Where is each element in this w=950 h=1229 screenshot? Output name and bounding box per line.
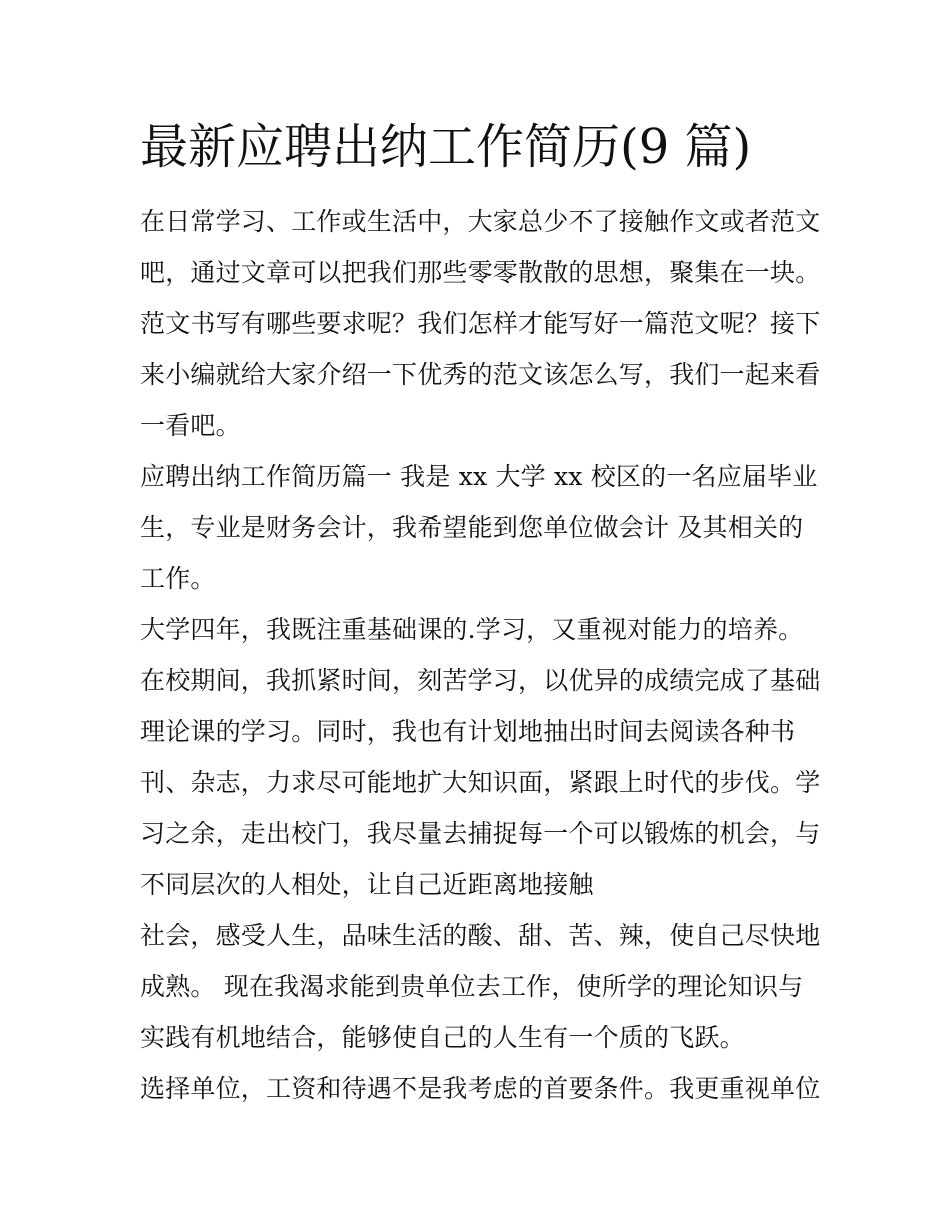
body-line: 来小编就给大家介绍一下优秀的范文该怎么写，我们一起来看	[140, 360, 821, 389]
body-line: 社会，感受人生，品味生活的酸、甜、苦、辣，使自己尽快地	[140, 921, 821, 950]
body-line: 刊、杂志，力求尽可能地扩大知识面，紧跟上时代的步伐。学	[140, 768, 821, 797]
document-title: 最新应聘出纳工作简历(9 篇)	[140, 119, 752, 175]
body-line: 在日常学习、工作或生活中，大家总少不了接触作文或者范文	[140, 207, 821, 236]
body-line: 实践有机地结合，能够使自己的人生有一个质的飞跃。	[140, 1023, 745, 1052]
body-line: 范文书写有哪些要求呢？我们怎样才能写好一篇范文呢？接下	[140, 309, 821, 338]
body-line: 工作。	[140, 564, 216, 593]
body-line: 一看吧。	[140, 411, 241, 440]
body-line: 生，专业是财务会计，我希望能到您单位做会计 及其相关的	[140, 513, 804, 542]
body-line: 吧，通过文章可以把我们那些零零散散的思想，聚集在一块。	[140, 258, 821, 287]
body-line: 习之余，走出校门，我尽量去捕捉每一个可以锻炼的机会，与	[140, 819, 821, 848]
body-line: 大学四年，我既注重基础课的.学习，又重视对能力的培养。	[140, 615, 804, 644]
body-line: 应聘出纳工作简历篇一 我是 xx 大学 xx 校区的一名应届毕业	[140, 462, 818, 491]
body-line: 不同层次的人相处，让自己近距离地接触	[140, 870, 594, 899]
body-line: 在校期间，我抓紧时间，刻苦学习，以优异的成绩完成了基础	[140, 666, 821, 695]
body-line: 选择单位，工资和待遇不是我考虑的首要条件。我更重视单位	[140, 1074, 821, 1103]
body-line: 成熟。 现在我渴求能到贵单位去工作，使所学的理论知识与	[140, 972, 804, 1001]
body-line: 理论课的学习。同时，我也有计划地抽出时间去阅读各种书	[140, 717, 796, 746]
